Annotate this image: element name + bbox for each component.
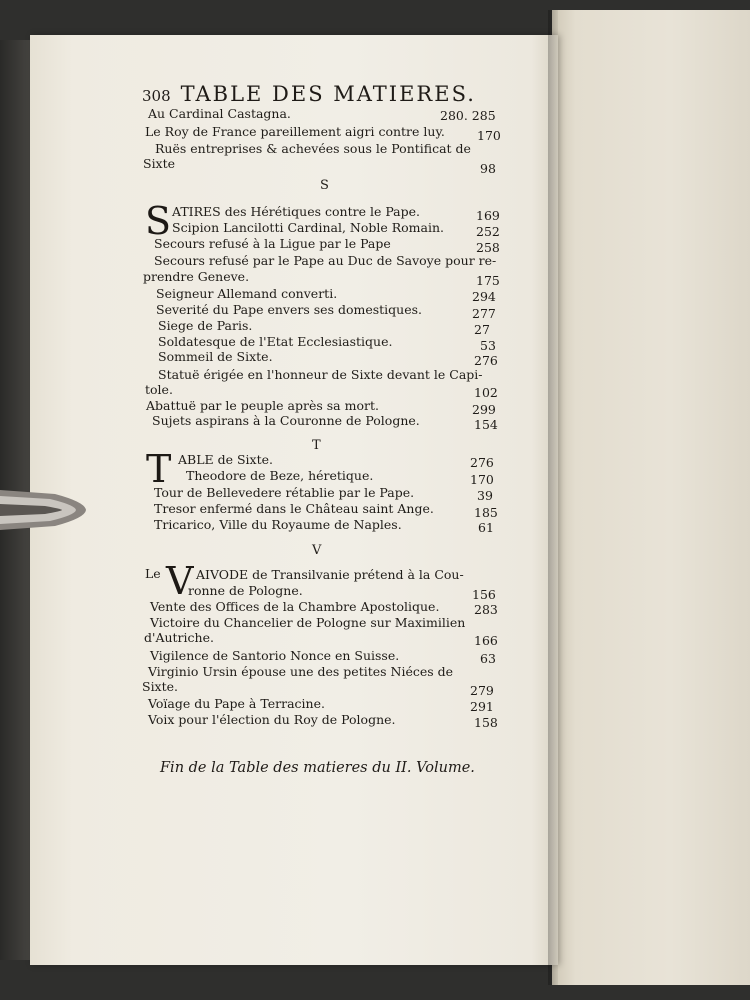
entry-page: 283 — [474, 602, 498, 617]
metal-clip-icon — [0, 480, 90, 540]
entry-page: 276 — [470, 455, 494, 470]
index-entry: Secours refusé à la Ligue par le Pape — [154, 236, 391, 251]
entry-page: 279 — [470, 683, 494, 698]
section-letter-s: S — [320, 178, 329, 193]
entry-page: 299 — [472, 402, 496, 417]
entry-page: 154 — [474, 417, 498, 432]
right-page — [552, 10, 750, 985]
entry-page: 166 — [474, 633, 498, 648]
index-entry: Tresor enfermé dans le Château saint Ange. — [154, 501, 434, 516]
index-entry: Sixte — [143, 156, 176, 171]
entry-page: 276 — [474, 353, 498, 368]
page-title: TABLE DES MATIERES. — [180, 82, 476, 106]
index-entry: ABLE de Sixte. — [178, 452, 273, 467]
entry-page: 156 — [472, 587, 496, 602]
page-number: 308 — [142, 87, 171, 105]
entry-page: 258 — [476, 240, 500, 255]
entry-page: 63 — [480, 651, 496, 666]
entry-page: 27 — [474, 322, 490, 337]
index-entry: Ruës entreprises & achevées sous le Pontificat de — [155, 141, 471, 156]
entry-page: 175 — [476, 273, 500, 288]
index-entry: Le Roy de France pareillement aigri contre luy. — [145, 124, 445, 139]
book-gutter — [548, 10, 558, 985]
entry-page: 252 — [476, 224, 500, 239]
entry-page: 169 — [476, 208, 500, 223]
index-entry: Victoire du Chancelier de Pologne sur Maximilien — [150, 615, 466, 630]
index-entry: Tricarico, Ville du Royaume de Naples. — [154, 517, 402, 532]
entry-page: 170 — [470, 472, 494, 487]
index-entry: Seigneur Allemand converti. — [156, 286, 338, 301]
index-entry: Voïage du Pape à Terracine. — [148, 696, 325, 711]
running-header — [142, 82, 512, 106]
entry-page: 294 — [472, 289, 496, 304]
index-entry: Siege de Paris. — [158, 318, 253, 333]
entry-page: 170 — [477, 128, 501, 143]
index-entry: Severité du Pape envers ses domestiques. — [156, 302, 423, 317]
entry-page: 280. 285 — [440, 108, 496, 123]
index-entry: Sujets aspirans à la Couronne de Pologne. — [152, 413, 420, 428]
entry-page: 98 — [480, 161, 496, 176]
index-entry: Tour de Bellevedere rétablie par le Pape. — [154, 485, 415, 500]
dropcap-s: S — [145, 199, 172, 243]
index-entry: Sommeil de Sixte. — [158, 349, 273, 364]
index-entry: ronne de Pologne. — [188, 583, 303, 598]
index-entry: Sixte. — [142, 679, 179, 694]
entry-page: 53 — [480, 338, 496, 353]
index-entry: Virginio Ursin épouse une des petites Niéces de — [148, 664, 454, 679]
index-entry: ATIRES des Hérétiques contre le Pape. — [172, 204, 420, 219]
index-entry: prendre Geneve. — [143, 269, 250, 284]
index-entry: Statuë érigée en l'honneur de Sixte devant le Capi- — [158, 367, 483, 382]
index-entry: Scipion Lancilotti Cardinal, Noble Romain. — [172, 220, 444, 235]
end-of-table-note: Fin de la Table des matieres du II. Volume. — [160, 760, 475, 776]
index-entry: Au Cardinal Castagna. — [148, 106, 291, 121]
index-entry: Abattuë par le peuple après sa mort. — [146, 398, 379, 413]
entry-page: 185 — [474, 505, 498, 520]
dropcap-v: V — [166, 559, 194, 603]
section-letter-v: V — [312, 543, 322, 558]
index-entry: Voix pour l'élection du Roy de Pologne. — [148, 712, 396, 727]
section-letter-t: T — [312, 438, 321, 453]
entry-page: 291 — [470, 699, 494, 714]
index-entry: Secours refusé par le Pape au Duc de Savoye pour re- — [154, 253, 497, 268]
index-entry: AIVODE de Transilvanie prétend à la Cou- — [196, 567, 464, 582]
index-entry: Theodore de Beze, héretique. — [186, 468, 374, 483]
entry-page: 39 — [477, 488, 493, 503]
entry-page: 277 — [472, 306, 496, 321]
index-entry: d'Autriche. — [144, 630, 214, 645]
entry-page: 158 — [474, 715, 498, 730]
entry-page: 61 — [478, 520, 494, 535]
index-entry: Vigilence de Santorio Nonce en Suisse. — [150, 648, 400, 663]
entry-page: 102 — [474, 385, 498, 400]
index-entry: tole. — [145, 382, 173, 397]
index-entry: Vente des Offices de la Chambre Apostolique. — [150, 599, 440, 614]
index-entry: Soldatesque de l'Etat Ecclesiastique. — [158, 334, 393, 349]
dropcap-t: T — [146, 447, 172, 491]
index-entry: Le — [145, 566, 161, 581]
